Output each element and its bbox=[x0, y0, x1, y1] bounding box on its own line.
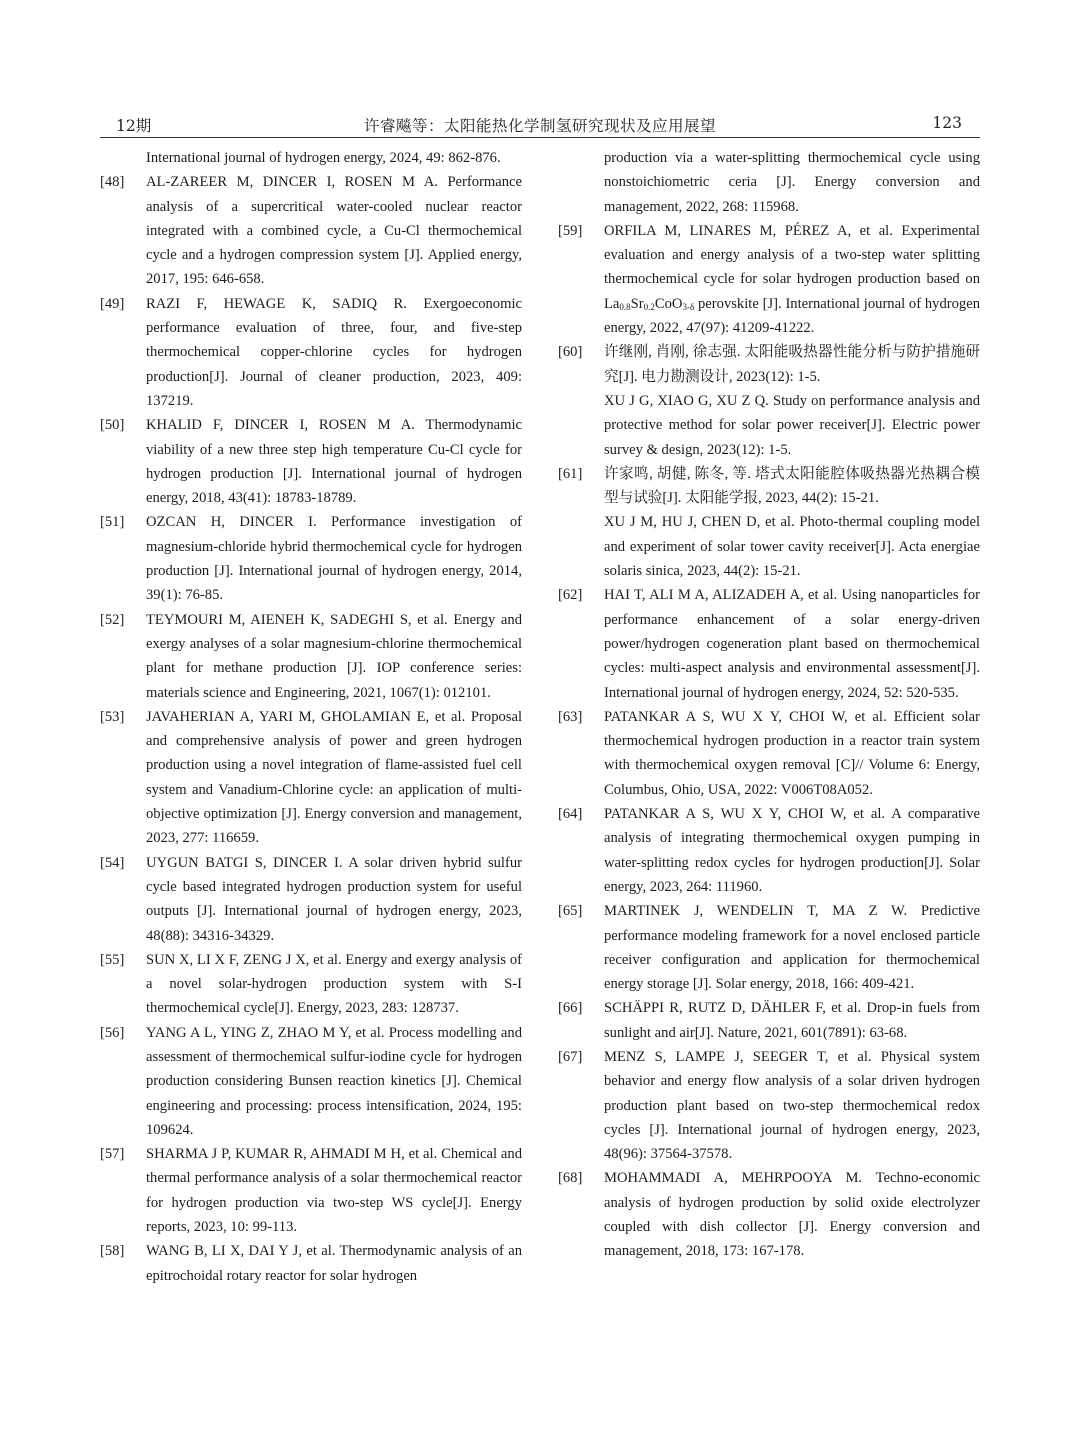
reference-number: [67] bbox=[558, 1048, 583, 1065]
reference-number: [50] bbox=[100, 417, 125, 434]
reference-number: [55] bbox=[100, 951, 125, 968]
reference-text: OZCAN H, DINCER I. Performance investigation of magnesium-chloride hybrid thermochemical cycle for hydrogen production [J]. International journal of hydrogen energy, 2014, 39(1): 76-85. bbox=[146, 514, 522, 604]
reference-column-left bbox=[100, 146, 522, 1288]
reference-item bbox=[100, 413, 522, 510]
reference-number: [63] bbox=[558, 708, 583, 725]
reference-item bbox=[100, 170, 522, 291]
reference-item bbox=[100, 851, 522, 948]
reference-number: [49] bbox=[100, 295, 125, 312]
reference-text: KHALID F, DINCER I, ROSEN M A. Thermodynamic viability of a new three step high temperature Cu-Cl cycle for hydrogen production [J]. International journal of hydrogen energy, 2018, 43(41): 18783-18789. bbox=[146, 417, 522, 507]
reference-column-right bbox=[558, 146, 980, 1264]
reference-text: PATANKAR A S, WU X Y, CHOI W, et al. Efficient solar thermochemical hydrogen production in a reactor train system with thermochemical oxygen removal [C]// Volume 6: Energy, Columbus, Ohio, USA, 2022: V006T08A052. bbox=[604, 708, 980, 798]
reference-text-cn: 许家鸣, 胡健, 陈冬, 等. 塔式太阳能腔体吸热器光热耦合模型与试验[J]. 太阳能学报, 2023, 44(2): 15-21. bbox=[604, 465, 980, 507]
reference-item bbox=[100, 608, 522, 705]
reference-number: [56] bbox=[100, 1024, 125, 1041]
reference-item bbox=[558, 1045, 980, 1166]
reference-item bbox=[558, 340, 980, 461]
reference-item bbox=[100, 948, 522, 1021]
reference-number: [58] bbox=[100, 1243, 125, 1260]
reference-item bbox=[558, 583, 980, 704]
issue-label: 12期 bbox=[116, 117, 152, 135]
reference-text: SHARMA J P, KUMAR R, AHMADI M H, et al. Chemical and thermal performance analysis of a solar thermochemical reactor for hydrogen production via two-step WS cycle[J]. Energy reports, 2023, 10: 99-113. bbox=[146, 1146, 522, 1236]
reference-text: production via a water-splitting thermochemical cycle using nonstoichiometric ceria [J]. Energy conversion and management, 2022, 268: 115968. bbox=[604, 150, 980, 215]
reference-text: RAZI F, HEWAGE K, SADIQ R. Exergoeconomic performance evaluation of three, four, and five-step thermochemical copper-chlorine cycles for hydrogen production[J]. Journal of cleaner production, 2023, 409: 137219. bbox=[146, 295, 522, 409]
reference-item bbox=[558, 1166, 980, 1263]
reference-text: AL-ZAREER M, DINCER I, ROSEN M A. Performance analysis of a supercritical water-cooled nuclear reactor integrated with a combined cycle, a Cu-Cl thermochemical cycle and a hydrogen compression system [J]. Applied energy, 2017, 195: 646-658. bbox=[146, 174, 522, 288]
reference-number: [57] bbox=[100, 1146, 125, 1163]
reference-item bbox=[558, 899, 980, 996]
reference-text: SCHÄPPI R, RUTZ D, DÄHLER F, et al. Drop-in fuels from sunlight and air[J]. Nature, 2021, 601(7891): 63-68. bbox=[604, 1000, 980, 1041]
reference-text: UYGUN BATGI S, DINCER I. A solar driven hybrid sulfur cycle based integrated hydrogen production system for useful outputs [J]. International journal of hydrogen energy, 2023, 48(88): 34316-34329. bbox=[146, 854, 522, 944]
reference-text: TEYMOURI M, AIENEH K, SADEGHI S, et al. Energy and exergy analyses of a solar magnesium-chlorine thermochemical plant for methane production [J]. IOP conference series: materials science and Engineering, 2021, 1067(1): 012101. bbox=[146, 611, 522, 701]
reference-text-en: XU J G, XIAO G, XU Z Q. Study on performance analysis and protective method for solar power receiver[J]. Electric power survey & design, 2023(12): 1-5. bbox=[604, 392, 980, 458]
reference-text: ORFILA M, LINARES M, PÉREZ A, et al. Experimental evaluation and energy analysis of a two-step water splitting thermochemical cycle for solar hydrogen production based on $La_{0.8}Sr_{0.2}CoO_{3-\delta}$ perovskite [J]. International journal of hydrogen energy, 2022, 47(97): 41209-41222. bbox=[604, 222, 980, 337]
reference-text: SUN X, LI X F, ZENG J X, et al. Energy and exergy analysis of a novel solar-hydrogen production system with S-I thermochemical cycle[J]. Energy, 2023, 283: 128737. bbox=[146, 951, 522, 1017]
reference-text-cn: 许继刚, 肖刚, 徐志强. 太阳能吸热器性能分析与防护措施研究[J]. 电力勘测设计, 2023(12): 1-5. bbox=[604, 344, 980, 385]
reference-text: PATANKAR A S, WU X Y, CHOI W, et al. A comparative analysis of integrating thermochemical oxygen pumping in water-splitting redox cycles for hydrogen production[J]. Solar energy, 2023, 264: 111960. bbox=[604, 806, 980, 895]
reference-text: YANG A L, YING Z, ZHAO M Y, et al. Process modelling and assessment of thermochemical sulfur-iodine cycle for hydrogen production considering Bunsen reaction kinetics [J]. Chemical engineering and processing: process intensification, 2024, 195: 109624. bbox=[146, 1024, 522, 1138]
reference-text-en: XU J M, HU J, CHEN D, et al. Photo-thermal coupling model and experiment of solar tower cavity receiver[J]. Acta energiae solaris sinica, 2023, 44(2): 15-21. bbox=[604, 514, 980, 580]
reference-item bbox=[100, 146, 522, 170]
reference-item bbox=[100, 510, 522, 607]
reference-number: [68] bbox=[558, 1170, 583, 1187]
reference-item bbox=[558, 705, 980, 802]
reference-text: International journal of hydrogen energy, 2024, 49: 862-876. bbox=[146, 150, 501, 166]
reference-number: [54] bbox=[100, 854, 125, 871]
reference-text: HAI T, ALI M A, ALIZADEH A, et al. Using nanoparticles for performance enhancement of a solar energy-driven power/hydrogen cogeneration plant based on thermochemical cycles: multi-aspect analysis and environmental assessment[J]. International journal of hydrogen energy, 2024, 52: 520-535. bbox=[604, 587, 980, 701]
reference-item bbox=[100, 1239, 522, 1288]
page-number: 123 bbox=[932, 114, 962, 132]
reference-number: [59] bbox=[558, 222, 583, 239]
reference-text: WANG B, LI X, DAI Y J, et al. Thermodynamic analysis of an epitrochoidal rotary reactor for solar hydrogen bbox=[146, 1243, 522, 1284]
running-title: 许睿飚等：太阳能热化学制氢研究现状及应用展望 bbox=[363, 117, 716, 135]
reference-number: [53] bbox=[100, 708, 125, 725]
reference-item bbox=[558, 146, 980, 219]
running-header bbox=[100, 114, 980, 138]
reference-item bbox=[100, 705, 522, 851]
reference-text: MENZ S, LAMPE J, SEEGER T, et al. Physical system behavior and energy flow analysis of a solar driven hydrogen production plant based on two-step thermochemical redox cycles [J]. International journal of hydrogen energy, 2023, 48(96): 37564-37578. bbox=[604, 1048, 980, 1163]
reference-number: [60] bbox=[558, 344, 583, 361]
reference-number: [62] bbox=[558, 587, 583, 604]
reference-number: [65] bbox=[558, 903, 583, 920]
reference-number: [61] bbox=[558, 465, 583, 482]
reference-text: MOHAMMADI A, MEHRPOOYA M. Techno-economic analysis of hydrogen production by solid oxide electrolyzer coupled with dish collector [J]. Energy conversion and management, 2018, 173: 167-178. bbox=[604, 1170, 980, 1260]
reference-number: [52] bbox=[100, 611, 125, 628]
reference-item bbox=[558, 219, 980, 340]
reference-number: [51] bbox=[100, 514, 125, 531]
reference-item bbox=[558, 996, 980, 1045]
reference-item bbox=[558, 802, 980, 899]
reference-item bbox=[100, 1142, 522, 1239]
reference-item bbox=[100, 292, 522, 413]
reference-number: [66] bbox=[558, 1000, 583, 1017]
header-rule bbox=[100, 137, 980, 138]
reference-number: [64] bbox=[558, 806, 583, 823]
reference-text: MARTINEK J, WENDELIN T, MA Z W. Predictive performance modeling framework for a novel enclosed particle receiver configuration and application for thermochemical energy storage [J]. Solar energy, 2018, 166: 409-421. bbox=[604, 903, 980, 993]
reference-item bbox=[100, 1021, 522, 1142]
reference-number: [48] bbox=[100, 174, 125, 191]
reference-item bbox=[558, 462, 980, 583]
reference-text: JAVAHERIAN A, YARI M, GHOLAMIAN E, et al. Proposal and comprehensive analysis of power and green hydrogen production using a novel integration of flame-assisted fuel cell system and Vanadium-Chlorine cycle: an application of multi-objective optimization [J]. Energy conversion and management, 2023, 277: 116659. bbox=[146, 708, 522, 847]
